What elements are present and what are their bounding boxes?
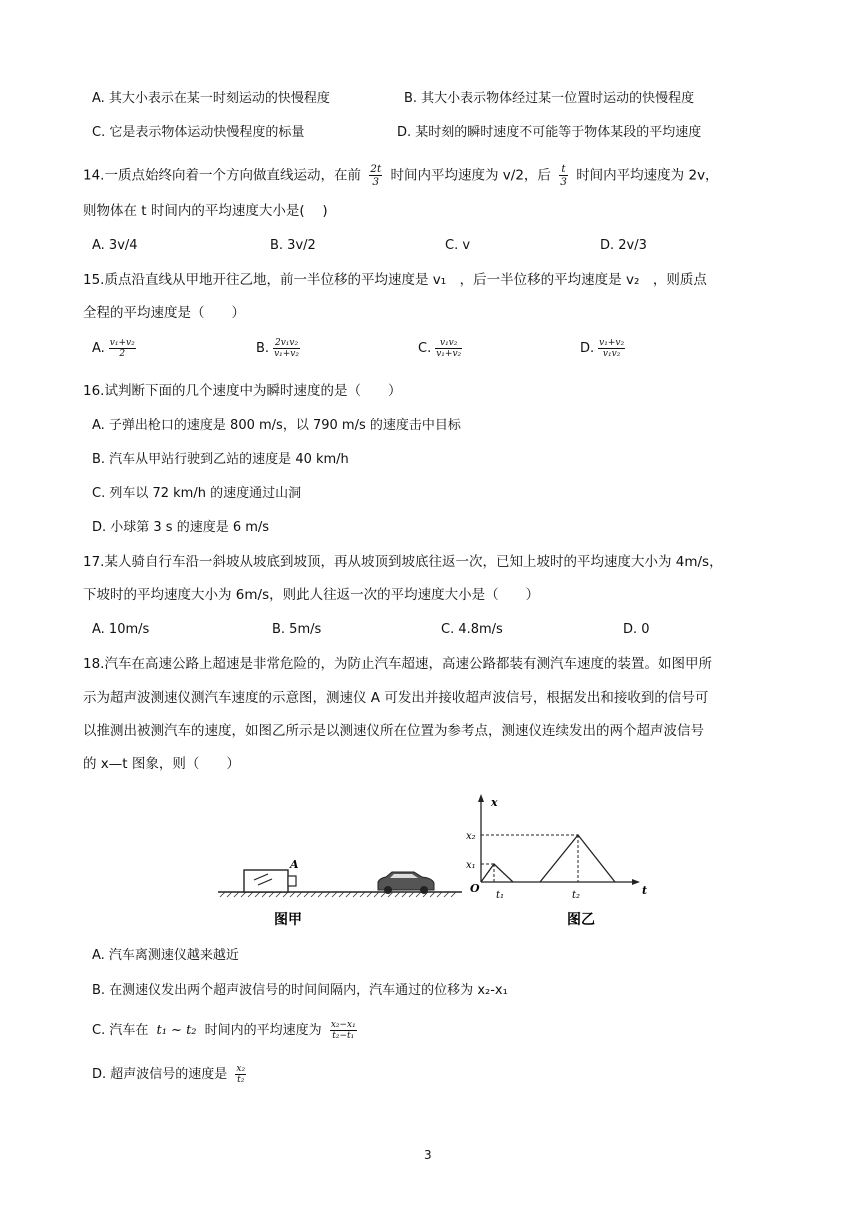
q13-option-b[interactable]: B. 其大小表示物体经过某一位置时运动的快慢程度 <box>404 91 695 106</box>
q14-text-part3: 时间内平均速度为 2v， <box>576 167 719 184</box>
q15-option-a[interactable]: A. $\frac{\text{v₁+v₂}}{2}$ <box>92 338 135 359</box>
detector-label-a: A <box>290 858 299 871</box>
q16-option-b[interactable]: B. 汽车从甲站行驶到乙站的速度是 40 km/h <box>92 452 349 467</box>
q18-option-c-fraction: $\frac{\text{x₂−x₁}}{\text{t₂−t₁}}$ <box>330 1020 356 1041</box>
x1-label: x₁ <box>466 860 476 871</box>
t1-label: t₁ <box>496 890 505 901</box>
q18-stem-line3: 以推测出被测汽车的速度，如图乙所示是以测速仪所在位置为参考点，测速仪连续发出的两个超声波信号 <box>83 723 704 739</box>
q13-option-c[interactable]: C. 它是表示物体运动快慢程度的标量 <box>92 125 305 140</box>
q17-option-a[interactable]: A. 10m/s <box>92 622 150 637</box>
q18-stem-line4: 的 x—t 图象，则（ ） <box>83 756 240 772</box>
q14-option-c[interactable]: C. v <box>445 238 471 253</box>
q18-option-d-fraction: $\frac{\text{x₂}}{\text{t₂}}$ <box>236 1064 246 1085</box>
q15-option-c[interactable]: C. $\frac{\text{v₁v₂}}{\text{v₁+v₂}}$ <box>418 338 462 359</box>
q18-stem-line2: 示为超声波测速仪测汽车速度的示意图，测速仪 A 可发出并接收超声波信号，根据发出和接收到的信号可 <box>83 690 709 706</box>
q18-option-b[interactable]: B. 在测速仪发出两个超声波信号的时间间隔内，汽车通过的位移为 x₂-x₁ <box>92 983 508 998</box>
q15-option-c-fraction: $\frac{\text{v₁v₂}}{\text{v₁+v₂}}$ <box>436 338 462 359</box>
q17-option-d[interactable]: D. 0 <box>623 622 650 637</box>
q13-option-d[interactable]: D. 某时刻的瞬时速度不可能等于物体某段的平均速度 <box>397 125 702 140</box>
q14-stem-line2: 则物体在 t 时间内的平均速度大小是( ) <box>83 203 328 219</box>
x2-label: x₂ <box>466 831 476 842</box>
q14-fraction-2: $\frac{t}{3}$ <box>560 163 567 188</box>
q18-option-c[interactable]: C. 汽车在 t₁ ~ t₂ 时间内的平均速度为 $\frac{\text{x₂−x₁}}{\text{t₂−t₁}}$ <box>92 1020 356 1041</box>
q18-option-a[interactable]: A. 汽车离测速仪越来越近 <box>92 948 239 963</box>
q18-option-c-range: t₁ ~ t₂ <box>156 1023 197 1038</box>
q14-text-part1: 14.一质点始终向着一个方向做直线运动，在前 <box>83 167 361 184</box>
q17-stem-line2: 下坡时的平均速度大小为 6m/s，则此人往返一次的平均速度大小是（ ） <box>83 587 540 603</box>
xt-graph <box>478 794 640 885</box>
t2-label: t₂ <box>572 890 581 901</box>
q16-option-d[interactable]: D. 小球第 3 s 的速度是 6 m/s <box>92 520 270 535</box>
q14-text-part2: 时间内平均速度为 v/2，后 <box>390 167 551 184</box>
q14-stem-line1 <box>83 163 719 188</box>
q18-option-d[interactable]: D. 超声波信号的速度是 $\frac{\text{x₂}}{\text{t₂}}$ <box>92 1064 246 1085</box>
q15-stem-line2: 全程的平均速度是（ ） <box>83 305 245 321</box>
q18-stem-line1: 18.汽车在高速公路上超速是非常危险的，为防止汽车超速，高速公路都装有测汽车速度的装置。如图甲所 <box>83 656 712 672</box>
q18-figure <box>210 788 660 938</box>
q15-option-d-fraction: $\frac{\text{v₁+v₂}}{\text{v₁v₂}}$ <box>599 338 625 359</box>
q16-option-a[interactable]: A. 子弹出枪口的速度是 800 m/s，以 790 m/s 的速度击中目标 <box>92 418 461 433</box>
caption-yi: 图乙 <box>567 912 595 928</box>
q15-option-d[interactable]: D. $\frac{\text{v₁+v₂}}{\text{v₁v₂}}$ <box>580 338 625 359</box>
q16-stem: 16.试判断下面的几个速度中为瞬时速度的是（ ） <box>83 383 402 399</box>
q14-option-a[interactable]: A. 3v/4 <box>92 238 138 253</box>
q17-stem-line1: 17.某人骑自行车沿一斜坡从坡底到坡顶，再从坡顶到坡底往返一次，已知上坡时的平均速度大小为 4m/s， <box>83 554 723 570</box>
axis-x-label: x <box>491 796 498 809</box>
q13-option-a[interactable]: A. 其大小表示在某一时刻运动的快慢程度 <box>92 91 330 106</box>
axis-t-label: t <box>642 884 648 897</box>
car-icon <box>378 872 434 894</box>
page-number: 3 <box>424 1148 432 1162</box>
q14-option-d[interactable]: D. 2v/3 <box>600 238 647 253</box>
q15-option-b-fraction: $\frac{\text{2v₁v₂}}{\text{v₁+v₂}}$ <box>274 338 299 359</box>
q17-option-b[interactable]: B. 5m/s <box>272 622 322 637</box>
q14-option-b[interactable]: B. 3v/2 <box>270 238 316 253</box>
q15-stem-line1: 15.质点沿直线从甲地开往乙地，前一半位移的平均速度是 v₁ ，后一半位移的平均速度是 v₂ ，则质点 <box>83 272 707 288</box>
speed-detector-device <box>244 870 296 892</box>
q15-option-b[interactable]: B. $\frac{\text{2v₁v₂}}{\text{v₁+v₂}}$ <box>256 338 299 359</box>
signal-1-line <box>481 864 513 882</box>
caption-jia: 图甲 <box>274 912 302 928</box>
x-axis-arrow <box>478 794 484 802</box>
q16-option-c[interactable]: C. 列车以 72 km/h 的速度通过山洞 <box>92 486 302 501</box>
q14-fraction-1: $\frac{2t}{3}$ <box>370 163 382 188</box>
q15-option-a-fraction: $\frac{\text{v₁+v₂}}{2}$ <box>109 338 135 359</box>
t-axis-arrow <box>632 879 640 885</box>
q17-option-c[interactable]: C. 4.8m/s <box>441 622 503 637</box>
origin-label: O <box>470 882 480 895</box>
